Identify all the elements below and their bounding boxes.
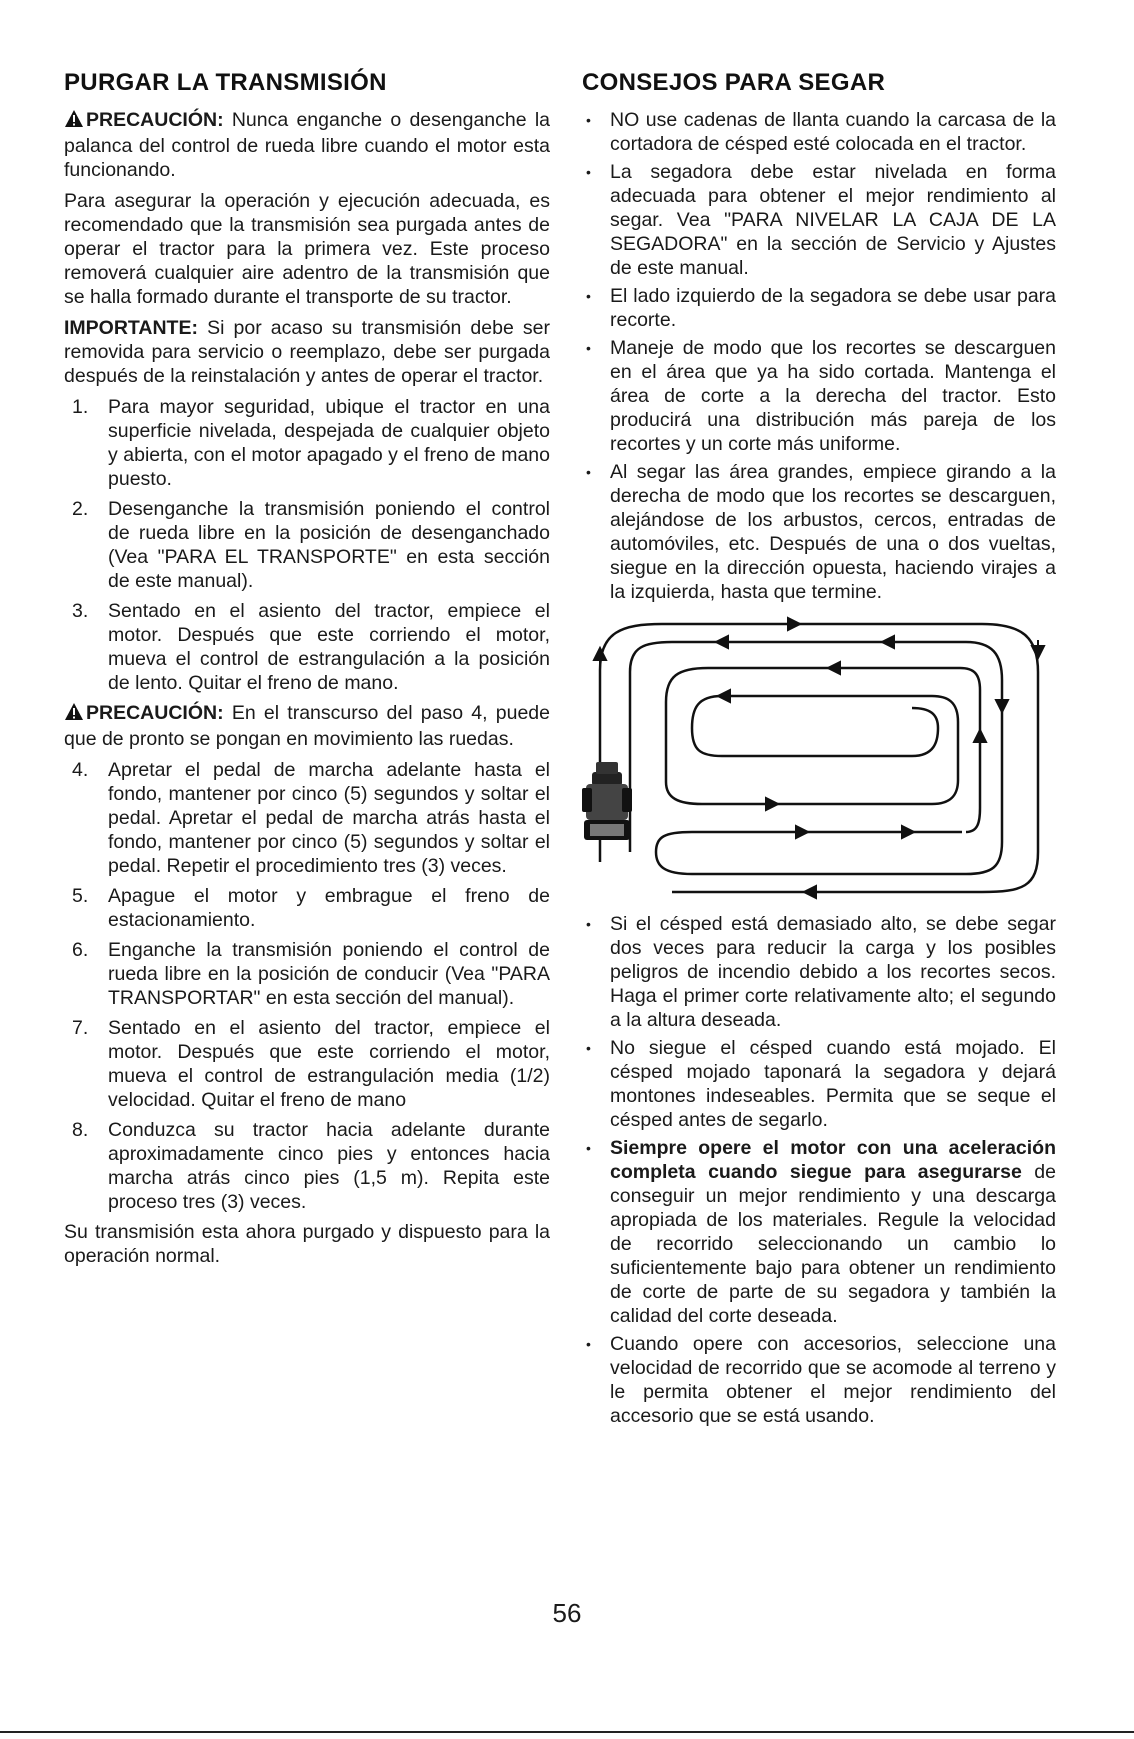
step-text: Apretar el pedal de marcha adelante hasta el fondo, mantener por cinco (5) segundos y soltar el pedal. Apretar el pedal de marcha atrás hasta el fondo, mantener por cinco (5) segundos y soltar el pedal. Repetir el procedimiento tres (3) veces. [108,759,550,877]
list-item: • Si el césped está demasiado alto, se debe segar dos veces para reducir la carga y los posibles peligros de incendio debido a los recortes secos. Haga el primer corte relativamente alto; el segundo a la altura deseada. [582,912,1056,1032]
important-paragraph [64,316,550,388]
steps-list-a [64,395,550,695]
list-item [64,1016,550,1112]
list-item: • Al segar las área grandes, empiece girando a la derecha de modo que los recortes se descarguen, alejándose de los arbustos, cercos, entradas de automóviles, etc. Después de una o dos vueltas, siegue en la dirección opuesta, haciendo virajes a la izquierda, hasta que termine. [582,460,1056,604]
list-item: • Cuando opere con accesorios, seleccione una velocidad de recorrido que se acomode al terreno y le permita obtener el mejor rendimiento del accesorio que se está usando. [582,1332,1056,1428]
page-number: 56 [552,1598,582,1628]
step-number: 5. [72,885,89,907]
step-number: 4. [72,759,89,781]
list-item [64,1118,550,1214]
lawn-tractor-icon [582,762,632,840]
direction-arrows [594,618,1044,898]
list-item [582,1136,1056,1328]
tips-list-b [582,912,1056,1428]
right-column [582,68,1056,1432]
list-item [64,884,550,932]
list-item: • Maneje de modo que los recortes se descarguen en el área que ya ha sido cortada. Mantenga el área de corte a la derecha del tractor. Esto producirá una distribución más pareja de los recortes y un corte más uniforme. [582,336,1056,456]
list-item [64,758,550,878]
step-text: Conduzca su tractor hacia adelante durante aproximadamente cinco pies y entonces hacia marcha atrás cinco pies (1,5 m). Repita este proceso tres (3) veces. [108,1119,550,1213]
step-text: Sentado en el asiento del tractor, empiece el motor. Después que este corriendo el motor, mueva el control de estrangulación media (1/2) velocidad. Quitar el freno de mano [108,1017,550,1111]
section-heading-purge: PURGAR LA TRANSMISIÓN [64,69,387,96]
caution-label: PRECAUCIÓN: [86,702,224,724]
step-number: 2. [72,498,89,520]
step-text: Enganche la transmisión poniendo el control de rueda libre en la posición de conducir (Vea "PARA TRANSPORTAR" en esta sección del manual). [108,939,550,1009]
step-number: 6. [72,939,89,961]
mowing-pattern-diagram [582,612,1056,902]
list-item [64,599,550,695]
step-text: Apague el motor y embrague el freno de estacionamiento. [108,885,550,931]
caution-text: Nunca enganche o desenganche la palanca del control de rueda libre cuando el motor esta funcionando. [64,109,550,181]
important-text: Si por acaso su transmisión debe ser removida para servicio o reemplazo, debe ser purgada después de la reinstalación y antes de operar el tractor. [64,317,550,387]
left-column [64,68,550,1275]
list-item [64,497,550,593]
intro-paragraph: Para asegurar la operación y ejecución adecuada, es recomendado que la transmisión sea purgada antes de operar el tractor para la primera vez. Este proceso removerá cualquier aire adentro de la transmisión que se halla formado durante el transporte de su tractor. [64,190,550,308]
bold-lead: Siempre opere el motor con una aceleración completa cuando siegue para asegurarse [610,1137,1056,1183]
step-text: Para mayor seguridad, ubique el tractor en una superficie nivelada, despejada de cualquier objeto y abierta, con el motor apagado y el freno de mano puesto. [108,396,550,490]
list-item: • La segadora debe estar nivelada en forma adecuada para obtener el mejor rendimiento al segar. Vea "PARA NIVELAR LA CAJA DE LA SEGADORA" en la sección de Servicio y Ajustes de este manual. [582,160,1056,280]
list-item: • El lado izquierdo de la segadora se debe usar para recorte. [582,284,1056,332]
step-text: Sentado en el asiento del tractor, empiece el motor. Después que este corriendo el motor, mueva el control de estrangulación a la posición de lento. Quitar el freno de mano. [108,600,550,694]
step-text: Desenganche la transmisión poniendo el control de rueda libre en la posición de desenganchado (Vea "PARA EL TRANSPORTE" en esta sección de este manual). [108,498,550,592]
step-number: 7. [72,1017,89,1039]
section-heading-mowing-tips: CONSEJOS PARA SEGAR [582,69,886,96]
tips-list-a [582,108,1056,604]
step-number: 1. [72,396,89,418]
list-item [64,938,550,1010]
important-label: IMPORTANTE: [64,317,198,339]
mowing-path [600,624,1038,892]
list-item: • NO use cadenas de llanta cuando la carcasa de la cortadora de césped esté colocada en el tractor. [582,108,1056,156]
list-item: • No siegue el césped cuando está mojado. El césped mojado taponará la segadora y dejará montones indeseables. Permita que se seque el césped antes de segarlo. [582,1036,1056,1132]
warning-triangle-icon [64,109,84,134]
step-number: 8. [72,1119,89,1141]
steps-list-b [64,758,550,1214]
list-item [64,395,550,491]
caution-label: PRECAUCIÓN: [86,109,224,131]
warning-triangle-icon [64,702,84,727]
bullet-rest: de conseguir un mejor rendimiento y una descarga apropiada de los materiales. Regule la velocidad de recorrido seleccionando un cambio lo suficientemente bajo para obtener un rendimiento de corte de parte de su segadora y también la calidad del corte deseada. [610,1161,1056,1327]
bottom-rule [0,1731,1134,1733]
caution-text: En el transcurso del paso 4, puede que de pronto se pongan en movimiento las ruedas. [64,702,550,750]
step-number: 3. [72,600,89,622]
closing-paragraph: Su transmisión esta ahora purgado y dispuesto para la operación normal. [64,1221,550,1267]
caution-paragraph-1 [64,108,550,182]
caution-paragraph-2 [64,701,550,751]
